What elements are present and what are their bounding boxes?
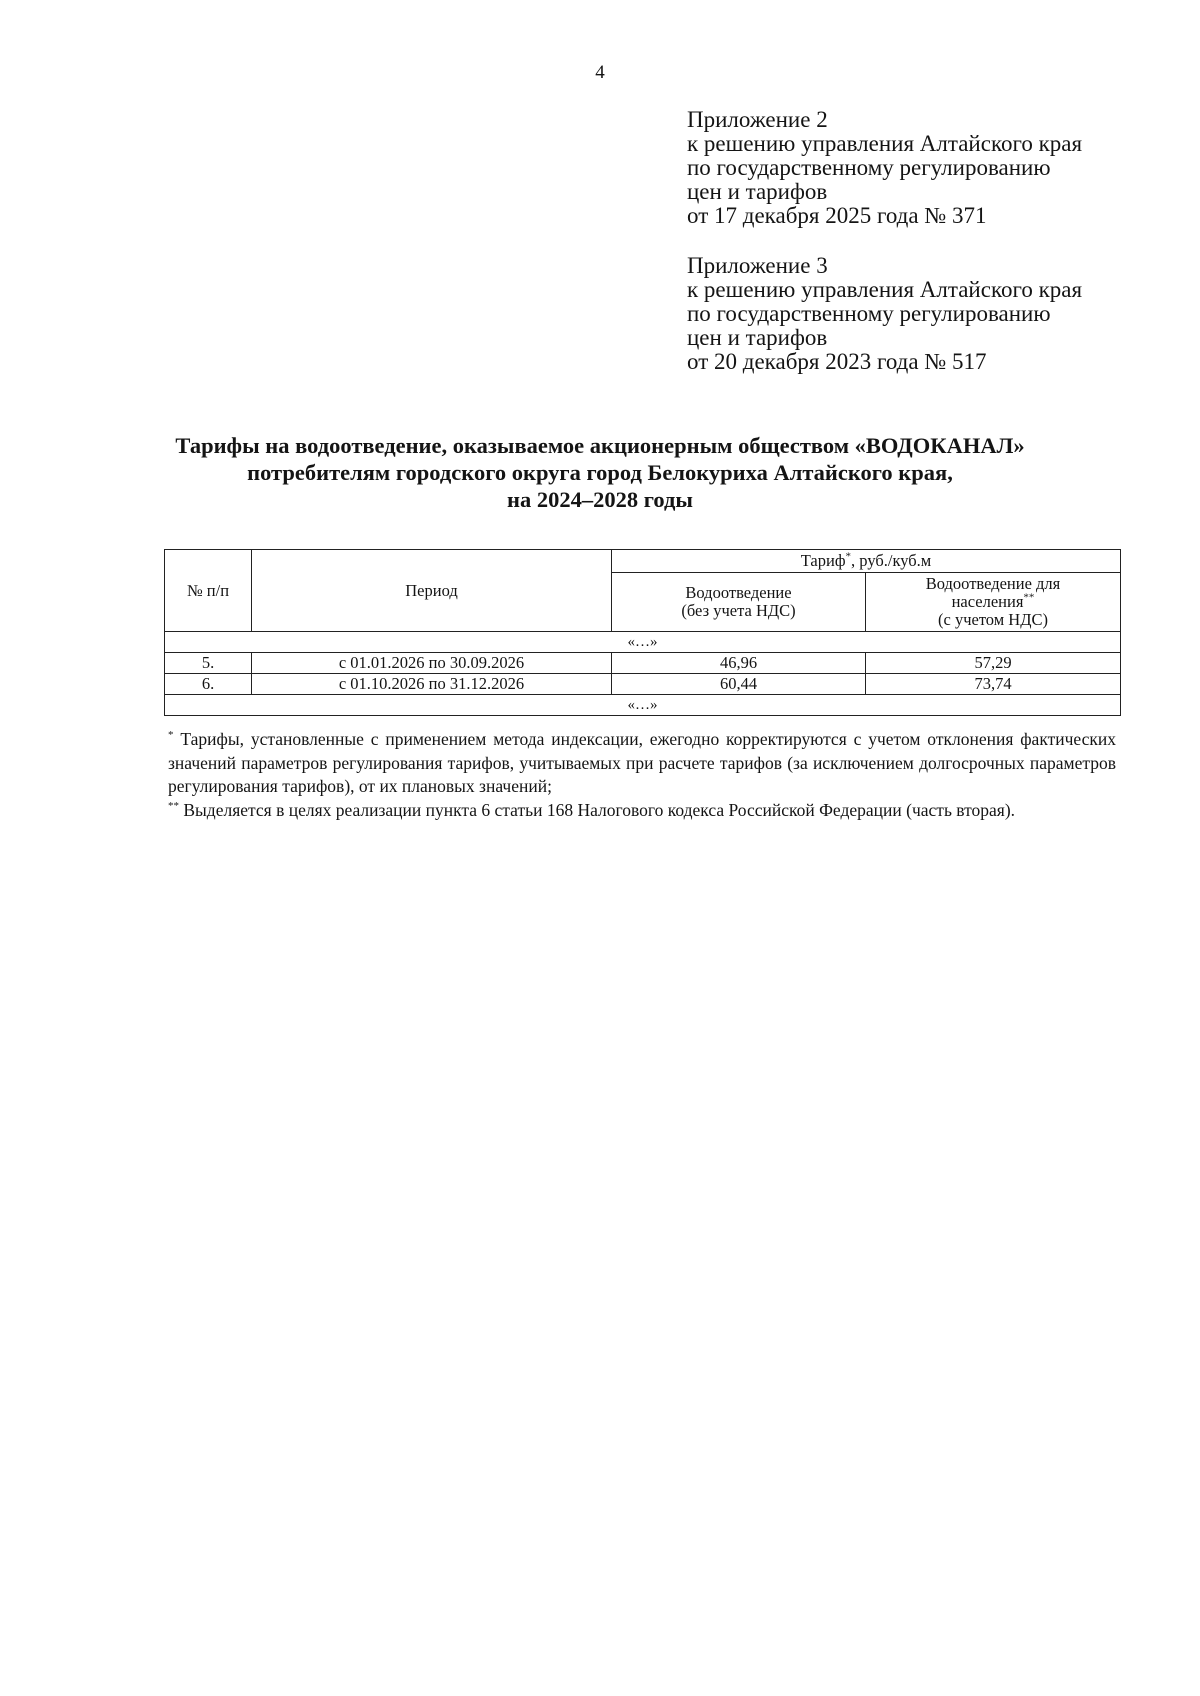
- footnote: [168, 728, 1116, 799]
- header-line: (без учета НДС): [681, 601, 796, 620]
- cell-period: с 01.01.2026 по 30.09.2026: [252, 653, 612, 674]
- cell-population: 57,29: [866, 653, 1121, 674]
- table-row: [165, 632, 1121, 653]
- footnote-mark: **: [168, 799, 179, 812]
- footnote-mark: *: [168, 729, 174, 742]
- cell-population: 73,74: [866, 674, 1121, 695]
- table-header-row: [165, 550, 1121, 573]
- appendix-line: к решению управления Алтайского края: [687, 277, 1083, 302]
- header-tariff-label: Тариф: [800, 551, 846, 570]
- cell-number: 5.: [165, 653, 252, 674]
- header-line: [870, 593, 1116, 611]
- table-row: [165, 674, 1121, 695]
- header-line: Водоотведение: [685, 583, 792, 602]
- appendix-line: цен и тарифов: [687, 325, 828, 350]
- title-line: потребителям городского округа город Белокуриха Алтайского края,: [247, 460, 953, 485]
- header-line: Водоотведение для: [925, 574, 1061, 593]
- cell-wastewater: 60,44: [612, 674, 866, 695]
- appendix-line: от 20 декабря 2023 года № 517: [687, 349, 987, 374]
- header-period: Период: [252, 550, 612, 632]
- document-title: [100, 432, 1100, 513]
- page-number: 4: [595, 62, 605, 83]
- appendix-line: от 17 декабря 2025 года № 371: [687, 203, 987, 228]
- appendix-line: по государственному регулированию: [687, 301, 1051, 326]
- header-line: (с учетом НДС): [938, 610, 1048, 629]
- appendix-line: Приложение 3: [687, 253, 828, 278]
- ellipsis-cell: «…»: [165, 695, 1121, 716]
- title-line: Тарифы на водоотведение, оказываемое акционерным обществом «ВОДОКАНАЛ»: [175, 433, 1025, 458]
- table-row: [165, 653, 1121, 674]
- appendix-line: по государственному регулированию: [687, 155, 1051, 180]
- appendix-2-header: [687, 108, 1167, 228]
- header-tariff-unit: , руб./куб.м: [851, 551, 932, 570]
- cell-wastewater: 46,96: [612, 653, 866, 674]
- footnote-text: Тарифы, установленные с применением метода индексации, ежегодно корректируются с учетом отклонения фактических значений параметров регулирования тарифов, учитываемых при расчете тарифов (за исключением долгосрочных параметров регулирования тарифов), от их плановых значений;: [168, 729, 1117, 796]
- title-line: на 2024–2028 годы: [507, 487, 693, 512]
- footnote: [168, 799, 1116, 823]
- header-population-label: населения: [951, 592, 1024, 611]
- footnote-mark: *: [845, 550, 852, 563]
- table-row: [165, 695, 1121, 716]
- tariff-table: [164, 549, 1121, 716]
- footnotes: [168, 728, 1116, 822]
- header-number: № п/п: [165, 550, 252, 632]
- appendix-line: к решению управления Алтайского края: [687, 131, 1083, 156]
- header-wastewater: [612, 573, 866, 632]
- cell-number: 6.: [165, 674, 252, 695]
- appendix-3-header: [687, 254, 1167, 374]
- cell-period: с 01.10.2026 по 31.12.2026: [252, 674, 612, 695]
- header-population: [866, 573, 1121, 632]
- appendix-line: цен и тарифов: [687, 179, 828, 204]
- header-tariff-group: [612, 550, 1121, 573]
- appendix-line: Приложение 2: [687, 107, 828, 132]
- footnote-mark: **: [1023, 591, 1035, 604]
- footnote-text: Выделяется в целях реализации пункта 6 статьи 168 Налогового кодекса Российской Федерации (часть вторая).: [183, 799, 1016, 820]
- ellipsis-cell: «…»: [165, 632, 1121, 653]
